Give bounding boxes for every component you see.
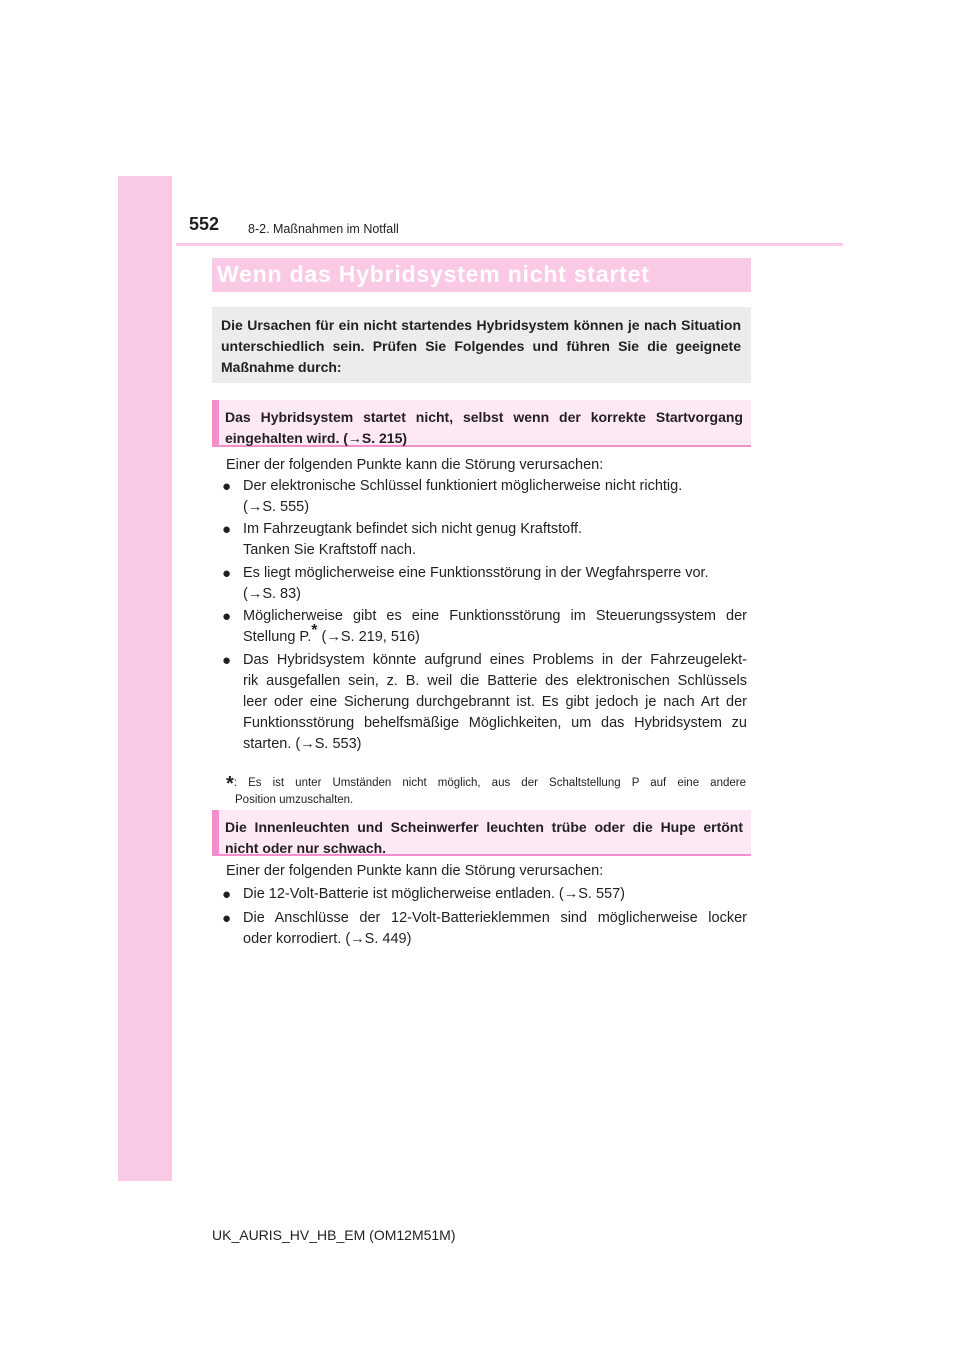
subheading-accent-bar xyxy=(212,400,219,445)
block1-lead: Einer der folgenden Punkte kann die Störung verursachen: xyxy=(226,457,604,473)
block2-lead: Einer der folgenden Punkte kann die Störung verursachen: xyxy=(226,863,604,879)
list-item-text: rik ausgefallen sein, z. B. weil die Batterie des elektronischen Schlüssels xyxy=(243,673,747,689)
bullet-icon: ● xyxy=(222,521,232,538)
footnote-star: * xyxy=(226,773,234,795)
list-item xyxy=(222,606,747,648)
list-item xyxy=(222,908,747,950)
page-number: 552 xyxy=(189,214,220,234)
list-item xyxy=(222,476,747,518)
subheading-lights-dim xyxy=(212,810,751,856)
footnote xyxy=(226,772,746,809)
bullet-icon: ● xyxy=(222,478,232,495)
list-item-text xyxy=(243,622,747,648)
subheading-text: Das Hybridsystem startet nicht, selbst wenn der korrekte Startvorgang eingehalten wird. (→S. 215) xyxy=(225,409,743,446)
document-code: UK_AURIS_HV_HB_EM (OM12M51M) xyxy=(212,1227,456,1243)
bullet-icon: ● xyxy=(222,886,232,903)
list-item-text: Es liegt möglicherweise eine Funktionsstörung in der Wegfahrsperre vor. xyxy=(243,565,709,581)
page-reference: (→S. 83) xyxy=(243,586,302,602)
list-item-text: Die Anschlüsse der 12-Volt-Batterieklemmen sind möglicherweise locker xyxy=(243,910,747,926)
intro-text: Die Ursachen für ein nicht startendes Hybridsystem können je nach Situation unterschiedlich sein. Prüfen Sie Folgendes und führen Sie die geeignete Maßnahme durch: xyxy=(221,317,741,375)
footnote-text: Position umzuschalten. xyxy=(235,794,354,806)
footnote-text: : Es ist unter Umständen nicht möglich, aus der Schaltstellung P auf eine andere xyxy=(233,777,746,789)
page-reference: (→S. 219, 516) xyxy=(317,629,420,645)
intro-box xyxy=(212,307,751,383)
list-item-text: leer oder eine Sicherung durchgebrannt ist. Es gibt jedoch je nach Art der xyxy=(243,694,747,710)
chapter-side-tab xyxy=(118,176,172,1181)
list-item-text-part: Stellung P. xyxy=(243,629,312,645)
subheading-no-start xyxy=(212,400,751,447)
footnote-marker: * xyxy=(311,622,318,640)
list-item-text: Tanken Sie Kraftstoff nach. xyxy=(243,542,417,558)
bullet-icon: ● xyxy=(222,565,232,582)
list-item-text: Der elektronische Schlüssel funktioniert möglicherweise nicht richtig. xyxy=(243,478,683,494)
subheading-text: Die Innenleuchten und Scheinwerfer leuchten trübe oder die Hupe ertönt nicht oder nur schwach. xyxy=(225,819,743,856)
page-reference: oder korrodiert. (→S. 449) xyxy=(243,931,412,947)
list-item-text: Im Fahrzeugtank befindet sich nicht genug Kraftstoff. xyxy=(243,521,583,537)
list-item xyxy=(222,650,747,755)
subheading-accent-bar xyxy=(212,810,219,854)
list-item-text: Funktionsstörung behelfsmäßige Möglichkeiten, um das Hybridsystem zu xyxy=(243,715,747,731)
list-item-text: Das Hybridsystem könnte aufgrund eines Problems in der Fahrzeugelekt- xyxy=(243,652,747,668)
bullet-icon: ● xyxy=(222,652,232,669)
bullet-icon: ● xyxy=(222,608,232,625)
list-item-text: Die 12-Volt-Batterie ist möglicherweise entladen. (→S. 557) xyxy=(243,886,626,902)
list-item-text: Möglicherweise gibt es eine Funktionsstörung im Steuerungssystem der xyxy=(243,608,747,624)
list-item xyxy=(222,563,747,605)
header-rule xyxy=(176,243,843,246)
bullet-icon: ● xyxy=(222,910,232,927)
list-item xyxy=(222,884,747,905)
page-title: Wenn das Hybridsystem nicht startet xyxy=(217,261,650,287)
page-reference: starten. (→S. 553) xyxy=(243,736,362,752)
page-reference: (→S. 555) xyxy=(243,499,310,515)
section-heading: 8-2. Maßnahmen im Notfall xyxy=(248,222,399,236)
list-item xyxy=(222,519,747,561)
